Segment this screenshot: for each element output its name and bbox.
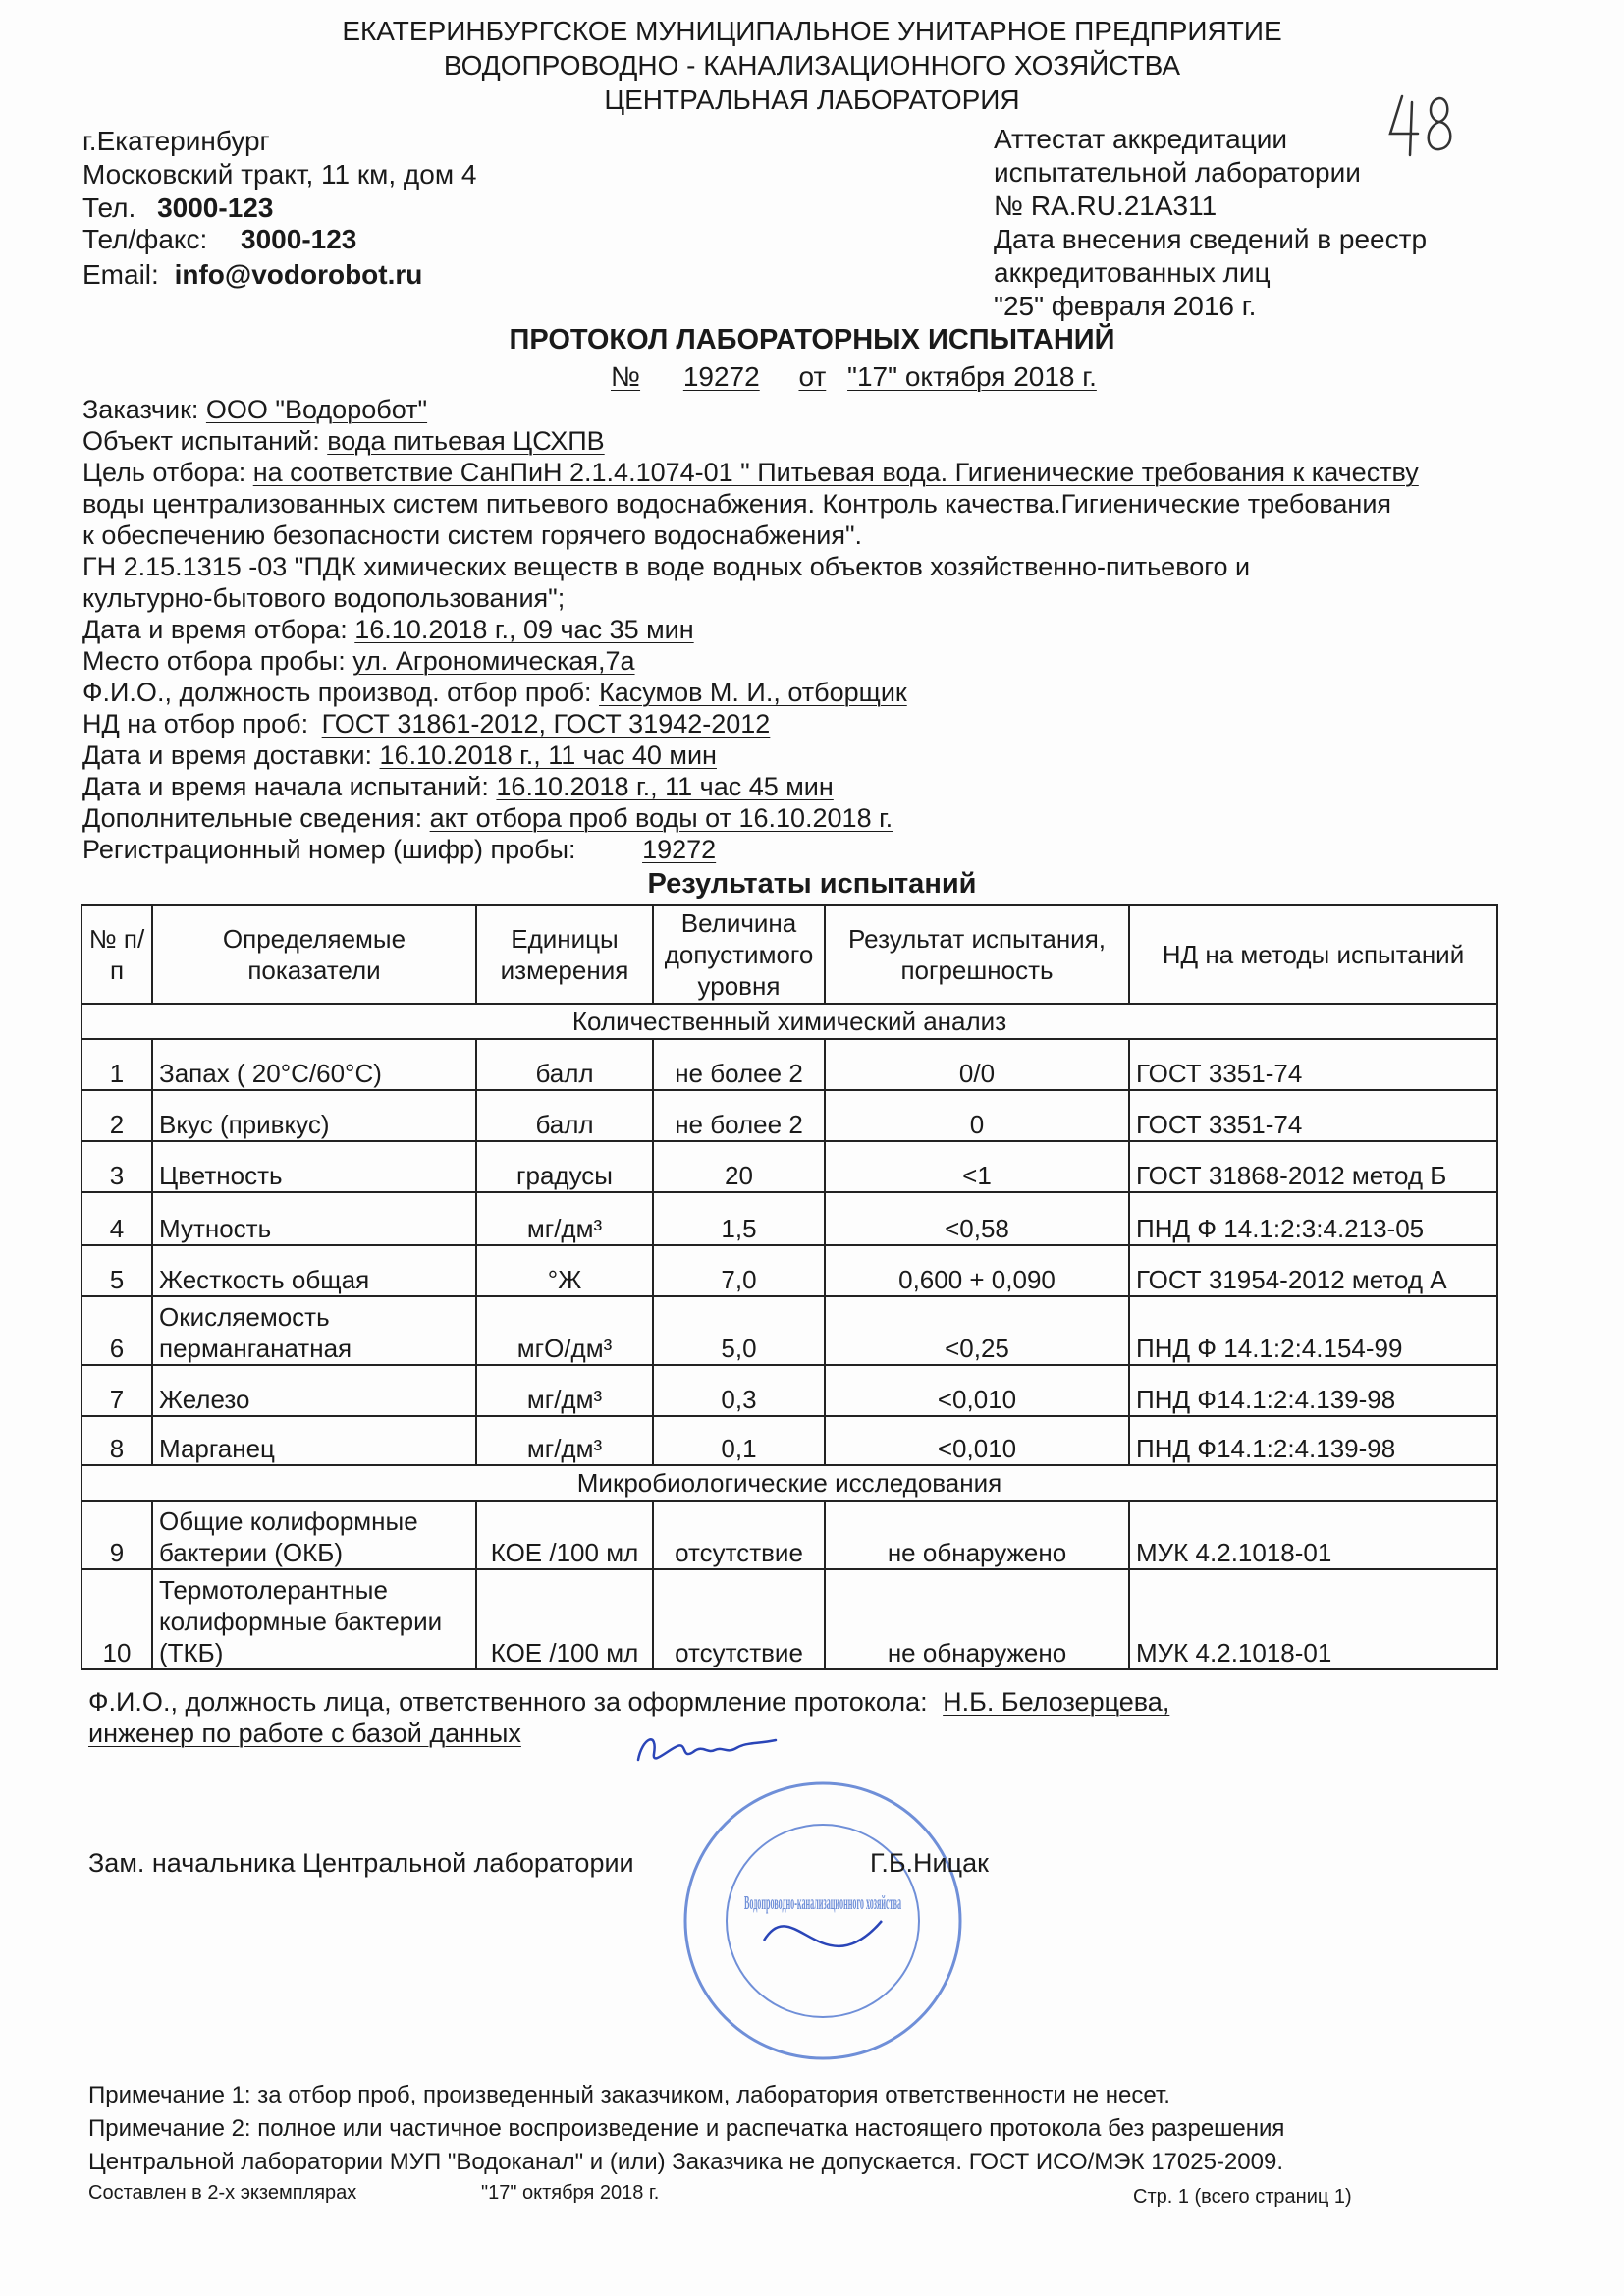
- table-row: [81, 1245, 1497, 1296]
- protocol-number: 19272: [682, 361, 760, 392]
- sample-place-label: Место отбора пробы:: [82, 646, 346, 676]
- test-start-row: [82, 772, 834, 802]
- sampling-standard-value: ГОСТ 31861-2012, ГОСТ 31942-2012: [321, 709, 771, 738]
- table-row: [81, 1569, 1497, 1669]
- purpose-label: Цель отбора:: [82, 458, 246, 487]
- section-chemical-label: Количественный химический анализ: [81, 1004, 1497, 1039]
- test-start-label: Дата и время начала испытаний:: [82, 772, 489, 801]
- customer-value: ООО "Водоробот": [205, 395, 428, 424]
- object-value: вода питьевая ЦСХПВ: [327, 426, 605, 456]
- copies-note: Составлен в 2-х экземплярах: [88, 2182, 357, 2204]
- row-result: <1: [825, 1141, 1129, 1192]
- table-row: [81, 1192, 1497, 1245]
- row-param: Цветность: [152, 1141, 476, 1192]
- protocol-number-label: №: [611, 361, 641, 392]
- fax-label: Тел/факс:: [82, 224, 208, 254]
- sample-datetime-label: Дата и время отбора:: [82, 615, 348, 644]
- col-header-limit: Величина допустимого уровня: [653, 905, 825, 1004]
- row-method: ГОСТ 3351-74: [1129, 1039, 1497, 1090]
- results-table: [81, 904, 1498, 1670]
- row-limit: отсутствие: [653, 1501, 825, 1569]
- row-no: 9: [81, 1501, 152, 1569]
- extra-info-label: Дополнительные сведения:: [82, 803, 423, 833]
- row-param: Общие колиформные бактерии (ОКБ): [152, 1501, 476, 1569]
- row-unit: мг/дм³: [476, 1416, 653, 1465]
- row-no: 1: [81, 1039, 152, 1090]
- section-row-micro: [81, 1465, 1497, 1501]
- extra-info-value: акт отбора проб воды от 16.10.2018 г.: [429, 803, 893, 833]
- customer-label: Заказчик:: [82, 395, 199, 424]
- org-name-line1: ЕКАТЕРИНБУРГСКОЕ МУНИЦИПАЛЬНОЕ УНИТАРНОЕ ПРЕДПРИЯТИЕ: [342, 16, 1282, 46]
- customer-row: [82, 395, 427, 425]
- row-result: 0,600 + 0,090: [825, 1245, 1129, 1296]
- row-limit: не более 2: [653, 1090, 825, 1141]
- purpose-line4: ГН 2.15.1315 -03 "ПДК химических веществ в воде водных объектов хозяйственно-питьевого и: [82, 552, 1251, 581]
- row-result: не обнаружено: [825, 1501, 1129, 1569]
- row-param: Марганец: [152, 1416, 476, 1465]
- protocol-title: ПРОТОКОЛ ЛАБОРАТОРНЫХ ИСПЫТАНИЙ: [509, 324, 1115, 355]
- row-unit: °Ж: [476, 1245, 653, 1296]
- sampling-standard-label: НД на отбор проб:: [82, 709, 309, 738]
- copies-date: "17" октября 2018 г.: [481, 2182, 660, 2204]
- row-method: МУК 4.2.1018-01: [1129, 1501, 1497, 1569]
- col-header-no: № п/п: [81, 905, 152, 1004]
- responsible-row: [88, 1687, 1248, 1718]
- note-1: Примечание 1: за отбор проб, произведенный заказчиком, лаборатория ответственности не несет.: [88, 2082, 1170, 2108]
- table-row: [81, 1365, 1497, 1416]
- col-header-param: Определяемые показатели: [152, 905, 476, 1004]
- row-method: ГОСТ 3351-74: [1129, 1090, 1497, 1141]
- row-unit: балл: [476, 1090, 653, 1141]
- sample-datetime-value: 16.10.2018 г., 09 час 35 мин: [354, 615, 694, 644]
- object-label: Объект испытаний:: [82, 426, 320, 456]
- email-label: Email:: [82, 259, 159, 290]
- row-param: Железо: [152, 1365, 476, 1416]
- row-method: ГОСТ 31954-2012 метод А: [1129, 1245, 1497, 1296]
- row-no: 4: [81, 1192, 152, 1245]
- row-result: <0,58: [825, 1192, 1129, 1245]
- row-method: ПНД Ф14.1:2:4.139-98: [1129, 1416, 1497, 1465]
- row-limit: 20: [653, 1141, 825, 1192]
- table-row: [81, 1416, 1497, 1465]
- row-method: ПНД Ф14.1:2:4.139-98: [1129, 1365, 1497, 1416]
- protocol-number-row: [611, 361, 1097, 393]
- purpose-line1: на соответствие СанПиН 2.1.4.1074-01 " Питьевая вода. Гигиенические требования к качеству: [252, 458, 1419, 487]
- registration-value: 19272: [642, 835, 717, 864]
- test-start-value: 16.10.2018 г., 11 час 45 мин: [496, 772, 834, 801]
- table-row: [81, 1296, 1497, 1365]
- row-param: Окисляемость перманганатная: [152, 1296, 476, 1365]
- responsible-name: Н.Б. Белозерцева,: [943, 1687, 1170, 1717]
- section-row-chemical: [81, 1004, 1497, 1039]
- note-2b: Центральной лаборатории МУП "Водоканал" и (или) Заказчика не допускается. ГОСТ ИСО/МЭК 17025-2009.: [88, 2149, 1283, 2175]
- org-name-line3: ЦЕНТРАЛЬНАЯ ЛАБОРАТОРИЯ: [604, 84, 1020, 115]
- row-limit: 0,3: [653, 1365, 825, 1416]
- row-unit: балл: [476, 1039, 653, 1090]
- responsible-signature: [628, 1721, 785, 1779]
- registration-row: [82, 835, 716, 865]
- row-method: ПНД Ф 14.1:2:4.154-99: [1129, 1296, 1497, 1365]
- sample-place-value: ул. Агрономическая,7а: [352, 646, 635, 676]
- row-limit: не более 2: [653, 1039, 825, 1090]
- row-no: 6: [81, 1296, 152, 1365]
- sampler-value: Касумов М. И., отборщик: [599, 678, 907, 707]
- row-no: 3: [81, 1141, 152, 1192]
- row-unit: мг/дм³: [476, 1365, 653, 1416]
- accreditation-number: № RA.RU.21А311: [994, 191, 1218, 221]
- table-row: [81, 1090, 1497, 1141]
- row-param: Жесткость общая: [152, 1245, 476, 1296]
- org-name-line2: ВОДОПРОВОДНО - КАНАЛИЗАЦИОННОГО ХОЗЯЙСТВА: [443, 50, 1181, 81]
- row-result: <0,25: [825, 1296, 1129, 1365]
- accreditation-date: "25" февраля 2016 г.: [994, 291, 1257, 321]
- row-result: <0,010: [825, 1365, 1129, 1416]
- accreditation-line4: Дата внесения сведений в реестр: [994, 224, 1428, 254]
- delivery-row: [82, 740, 717, 771]
- extra-info-row: [82, 803, 893, 834]
- deputy-title: Зам. начальника Центральной лаборатории: [88, 1848, 634, 1878]
- responsible-label: Ф.И.О., должность лица, ответственного за оформление протокола:: [88, 1687, 928, 1717]
- fax-value: 3000-123: [241, 224, 357, 254]
- row-unit: КОЕ /100 мл: [476, 1569, 653, 1669]
- table-row: [81, 1501, 1497, 1569]
- row-no: 10: [81, 1569, 152, 1669]
- col-header-unit: Единицы измерения: [476, 905, 653, 1004]
- row-result: <0,010: [825, 1416, 1129, 1465]
- row-method: МУК 4.2.1018-01: [1129, 1569, 1497, 1669]
- note-2a: Примечание 2: полное или частичное воспроизведение и распечатка настоящего протокола без разрешения: [88, 2115, 1285, 2142]
- sample-place-row: [82, 646, 635, 677]
- purpose-line3: к обеспечению безопасности систем горячего водоснабжения".: [82, 520, 863, 550]
- row-param: Вкус (привкус): [152, 1090, 476, 1141]
- row-no: 5: [81, 1245, 152, 1296]
- sampler-row: [82, 678, 907, 708]
- accreditation-line1: Аттестат аккредитации: [994, 124, 1288, 154]
- accreditation-line2: испытательной лаборатории: [994, 157, 1361, 188]
- deputy-name: Г.Б.Ницак: [870, 1848, 989, 1878]
- section-micro-label: Микробиологические исследования: [81, 1465, 1497, 1501]
- table-header-row: [81, 905, 1497, 1004]
- stamp-center-text: Водопроводно-канализационного хозяйства: [744, 1892, 901, 1914]
- sampler-label: Ф.И.О., должность производ. отбор проб:: [82, 678, 592, 707]
- row-limit: отсутствие: [653, 1569, 825, 1669]
- fax-row: [82, 224, 356, 255]
- protocol-date: "17" октября 2018 г.: [847, 361, 1097, 392]
- row-param: Термотолерантные колиформные бактерии (ТКБ): [152, 1569, 476, 1669]
- table-row: [81, 1039, 1497, 1090]
- accreditation-line5: аккредитованных лиц: [994, 257, 1271, 288]
- row-unit: мг/дм³: [476, 1192, 653, 1245]
- delivery-value: 16.10.2018 г., 11 час 40 мин: [379, 740, 717, 770]
- col-header-method: НД на методы испытаний: [1129, 905, 1497, 1004]
- handwritten-page-number: [1384, 86, 1463, 170]
- object-row: [82, 426, 605, 457]
- sample-datetime-row: [82, 615, 694, 645]
- purpose-line2: воды централизованных систем питьевого водоснабжения. Контроль качества.Гигиенические требования: [82, 489, 1392, 519]
- purpose-line5: культурно-бытового водопользования";: [82, 583, 566, 613]
- email-value: info@vodorobot.ru: [174, 259, 423, 290]
- protocol-from-label: от: [798, 361, 827, 392]
- registration-label: Регистрационный номер (шифр) пробы:: [82, 835, 576, 864]
- row-unit: КОЕ /100 мл: [476, 1501, 653, 1569]
- phone-label: Тел.: [82, 192, 136, 223]
- row-unit: мгО/дм³: [476, 1296, 653, 1365]
- phone-value: 3000-123: [157, 192, 274, 223]
- row-limit: 0,1: [653, 1416, 825, 1465]
- results-title: Результаты испытаний: [647, 868, 977, 900]
- purpose-row: [82, 458, 1419, 488]
- row-limit: 5,0: [653, 1296, 825, 1365]
- delivery-label: Дата и время доставки:: [82, 740, 373, 770]
- row-param: Запах ( 20°С/60°С): [152, 1039, 476, 1090]
- row-limit: 7,0: [653, 1245, 825, 1296]
- row-result: не обнаружено: [825, 1569, 1129, 1669]
- address: Московский тракт, 11 км, дом 4: [82, 159, 477, 190]
- row-limit: 1,5: [653, 1192, 825, 1245]
- organization-stamp: [676, 1774, 970, 2068]
- page-number: Стр. 1 (всего страниц 1): [1133, 2186, 1352, 2208]
- row-method: ГОСТ 31868-2012 метод Б: [1129, 1141, 1497, 1192]
- sampling-standard-row: [82, 709, 770, 739]
- table-row: [81, 1141, 1497, 1192]
- col-header-result: Результат испытания, погрешность: [825, 905, 1129, 1004]
- email-row: [82, 259, 422, 291]
- phone-row: [82, 192, 273, 224]
- responsible-position: инженер по работе с базой данных: [88, 1719, 521, 1748]
- row-result: 0: [825, 1090, 1129, 1141]
- city: г.Екатеринбург: [82, 126, 270, 156]
- row-no: 2: [81, 1090, 152, 1141]
- row-no: 7: [81, 1365, 152, 1416]
- row-result: 0/0: [825, 1039, 1129, 1090]
- row-method: ПНД Ф 14.1:2:3:4.213-05: [1129, 1192, 1497, 1245]
- row-no: 8: [81, 1416, 152, 1465]
- row-param: Мутность: [152, 1192, 476, 1245]
- row-unit: градусы: [476, 1141, 653, 1192]
